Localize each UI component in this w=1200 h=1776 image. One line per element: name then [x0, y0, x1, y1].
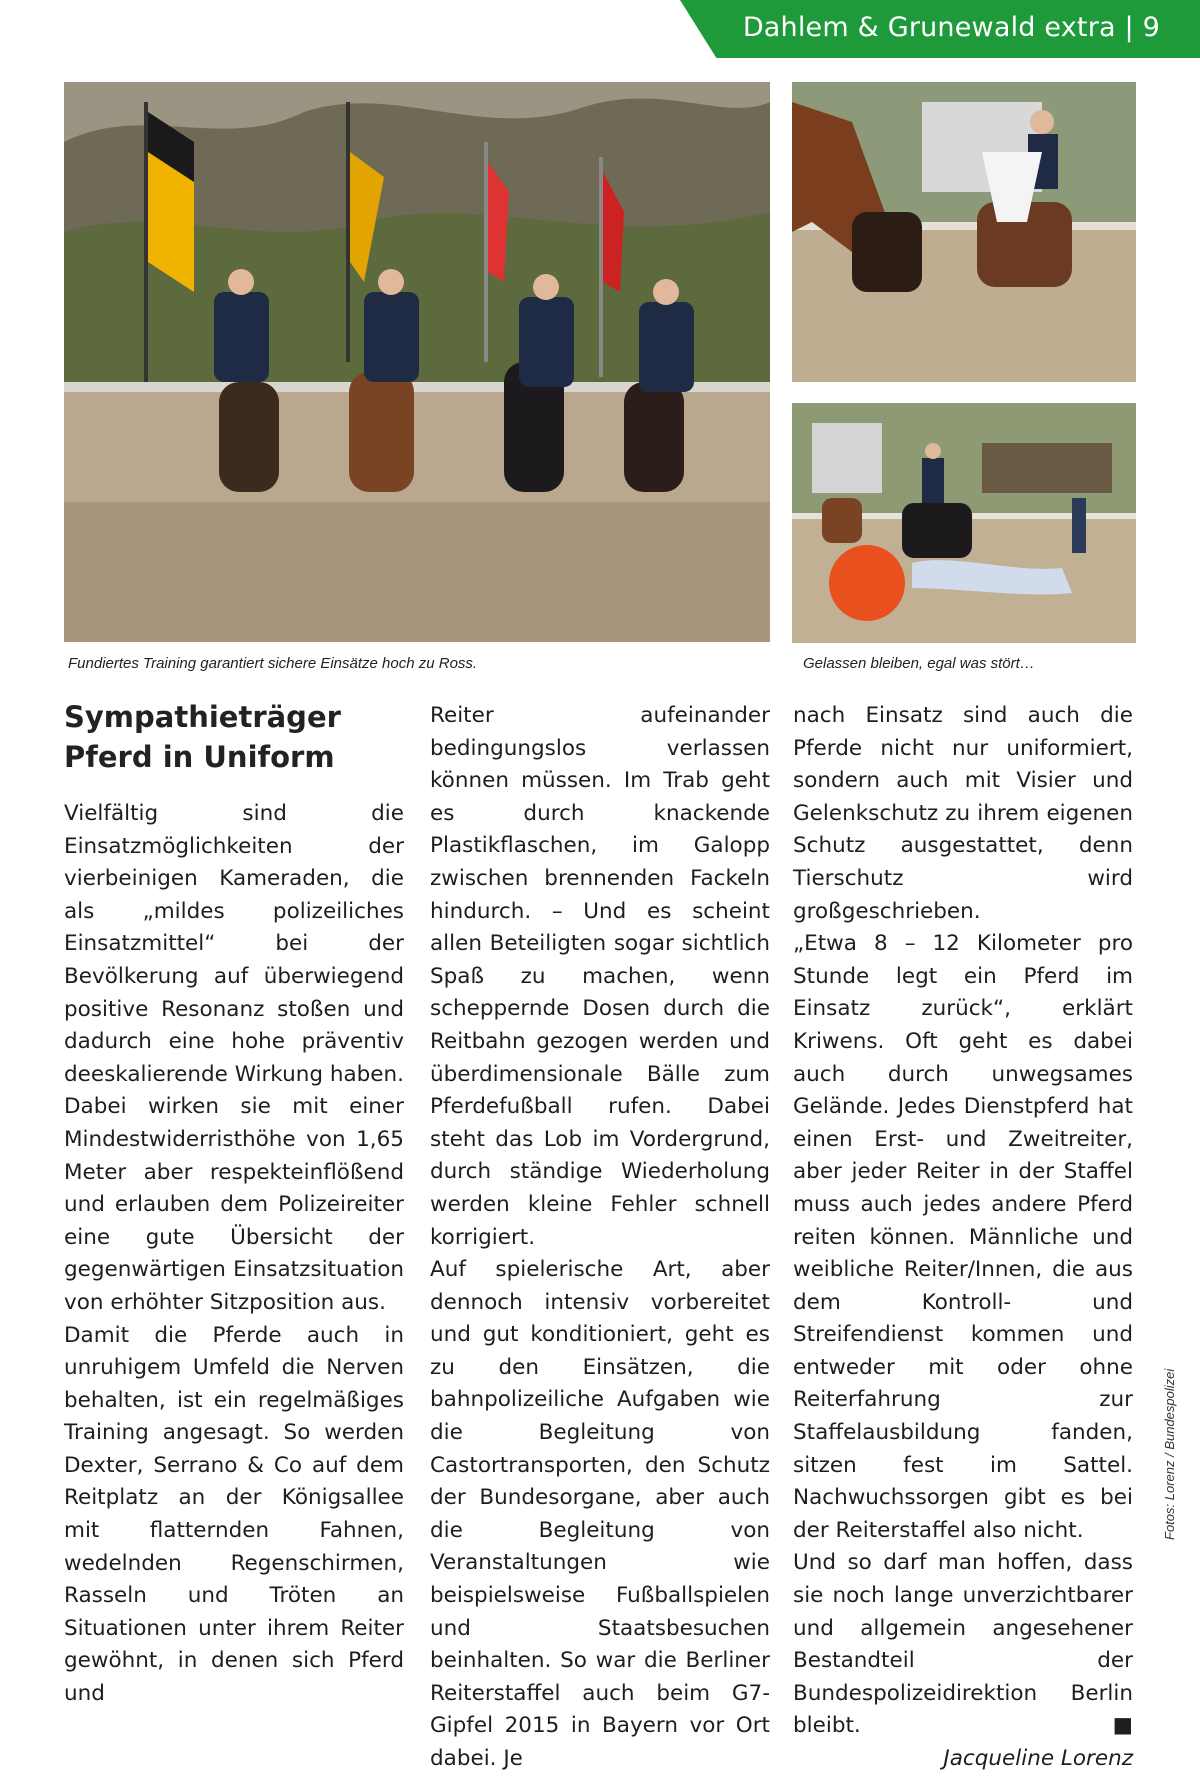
- headline-line-1: Sympathieträger: [64, 700, 341, 734]
- paragraph: Reiter aufeinander bedingungslos verlassen können müssen. Im Trab geht es durch knackende Plastikflaschen, im Galopp zwischen brennenden Fackeln hindurch. – Und es scheint allen Beteiligten sogar sichtlich Spaß zu machen, wenn scheppernde Dosen durch die Reitbahn gezogen werden und überdimensionale Bälle zum Pferdefußball rufen. Dabei steht das Lob im Vordergrund, durch ständige Wiederholung werden kleine Fehler schnell korrigiert.: [430, 703, 770, 1250]
- page-header-title: Dahlem & Grunewald extra | 9: [742, 12, 1160, 43]
- paragraph: Damit die Pferde auch in unruhigem Umfeld die Nerven behalten, ist ein regelmäßiges Training angesagt. So werden Dexter, Serrano & Co auf dem Reitplatz an der Königsallee mit flatternden Fahnen, wedelnden Regenschirmen, Rasseln und Tröten an Situationen unter ihrem Reiter gewöhnt, in denen sich Pferd und: [64, 1322, 404, 1707]
- article-column-1: [64, 798, 404, 1711]
- article-column-2: [430, 700, 770, 1776]
- main-photo-riders-with-flags: [64, 82, 770, 642]
- photo-ball-training: [792, 403, 1136, 643]
- paragraph-closing: [793, 1547, 1133, 1743]
- article-headline: [64, 697, 394, 777]
- headline-line-2: Pferd in Uniform: [64, 740, 335, 774]
- paragraph: nach Einsatz sind auch die Pferde nicht nur uniformiert, sondern auch mit Visier und Gelenkschutz zu ihrem eigenen Schutz ausgestattet, denn Tierschutz wird großgeschrieben.: [793, 703, 1133, 924]
- photo-umbrella-training: [792, 82, 1136, 382]
- side-photo-caption: Gelassen bleiben, egal was stört…: [803, 655, 1035, 672]
- article-column-3: [793, 700, 1133, 1776]
- paragraph: „Etwa 8 – 12 Kilometer pro Stunde legt ein Pferd im Einsatz zurück“, erklärt Kriwens. Oft geht es dabei auch durch unwegsames Gelände. Jedes Dienstpferd hat einen Erst- und Zweitreiter, aber jeder Reiter in der Staffel muss auch jedes andere Pferd reiten können. Männliche und weibliche Reiter/Innen, die aus dem Kontroll- und Streifendienst kommen und entweder mit oder ohne Reiterfahrung zur Staffelausbildung fanden, sitzen fest im Sattel. Nachwuchssorgen gibt es bei der Reiterstaffel also nicht.: [793, 931, 1133, 1543]
- main-photo-caption: Fundiertes Training garantiert sichere Einsätze hoch zu Ross.: [68, 655, 478, 672]
- paragraph: Vielfältig sind die Einsatzmöglichkeiten der vierbeinigen Kameraden, die als „mildes polizeiliches Einsatzmittel“ bei der Bevölkerung auf überwiegend positive Resonanz stoßen und dadurch eine hohe präventiv deeskalierende Wirkung haben. Dabei wirken sie mit einer Mindestwiderristhöhe von 1,65 Meter aber respekteinflößend und erlauben dem Polizeireiter eine gute Übersicht der gegenwärtigen Einsatzsituation von erhöhter Sitzposition aus.: [64, 801, 404, 1315]
- closing-text: Und so darf man hoffen, dass sie noch lange unverzichtbarer und allgemein angesehener Bestandteil der Bundespolizeidirektion Berlin bleibt.: [793, 1550, 1133, 1739]
- end-mark: ■: [1112, 1713, 1133, 1739]
- photo-credit: Fotos: Lorenz / Bundespolizei: [1162, 1368, 1177, 1540]
- paragraph: Auf spielerische Art, aber dennoch intensiv vorbereitet und gut konditioniert, geht es zu den Einsätzen, die bahnpolizeiliche Aufgaben wie die Begleitung von Castortransporten, den Schutz der Bundesorgane, aber auch die Begleitung von Veranstaltungen wie beispielsweise Fußballspielen und Staatsbesuchen beinhalten. So war die Berliner Reiterstaffel auch beim G7-Gipfel 2015 in Bayern vor Ort dabei. Je: [430, 1257, 770, 1771]
- author-name: Jacqueline Lorenz: [943, 1746, 1133, 1771]
